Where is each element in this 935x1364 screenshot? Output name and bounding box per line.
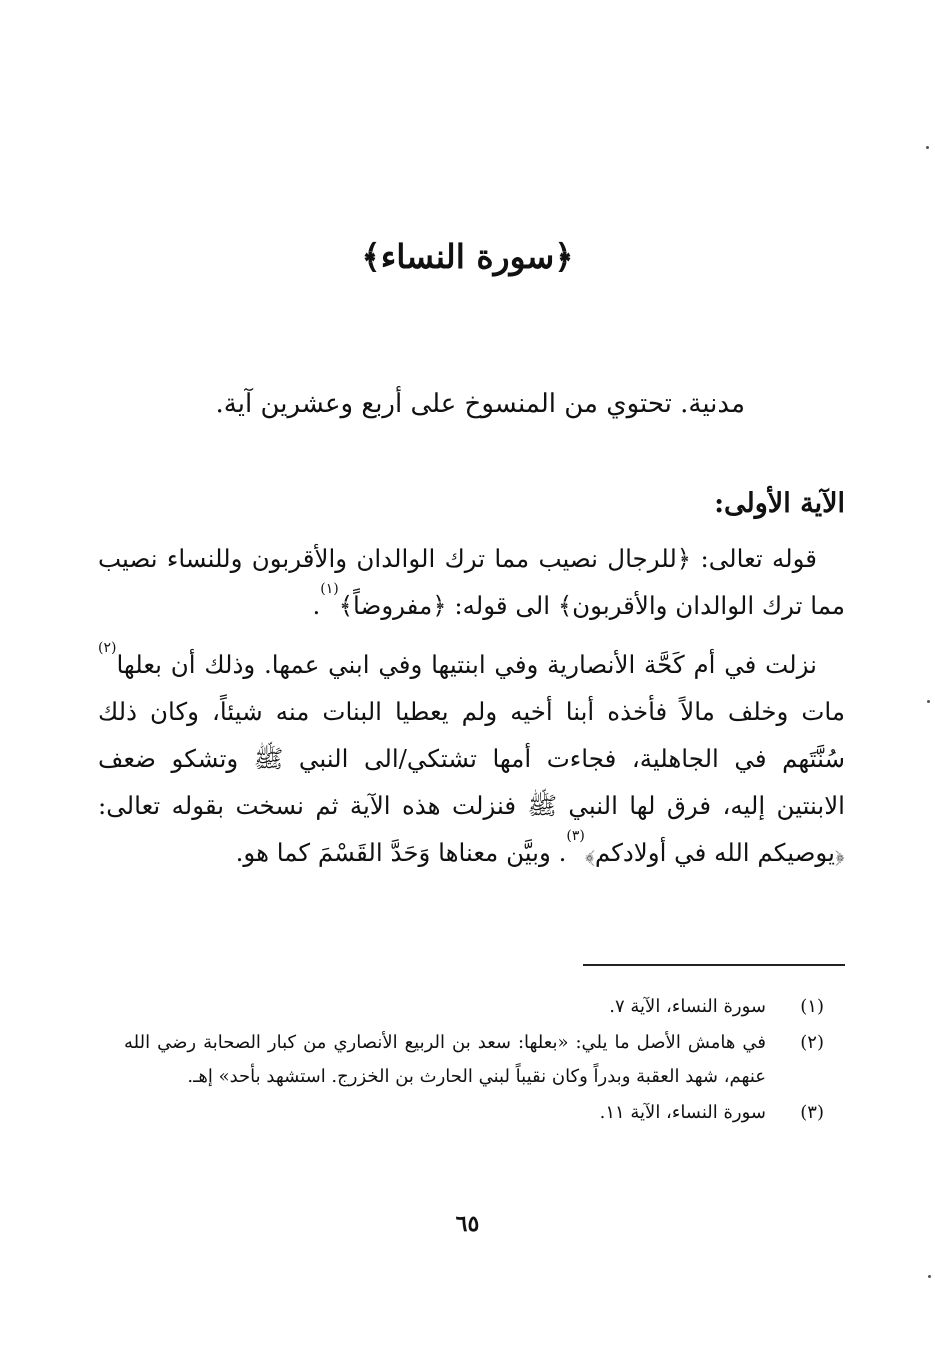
section-heading: الآية الأولى: (714, 488, 845, 519)
scan-speck (926, 146, 929, 149)
scan-speck (927, 700, 930, 703)
page-number: ٦٥ (455, 1211, 480, 1237)
paragraph-verse-quote (98, 535, 845, 629)
footnote-ref-2[interactable]: (٢) (98, 640, 117, 656)
footnote-item (124, 1026, 824, 1094)
footnote-ref-3[interactable]: (٣) (566, 828, 585, 844)
footnote-text: في هامش الأصل ما يلي: «بعلها: سعد بن الربيع الأنصاري من كبار الصحابة رضي الله عنهم، شهد العقبة وبدراً وكان نقيباً لبني الحارث بن الخزرج. استشهد بأحد» إهـ. (124, 1032, 766, 1087)
footnote-number: (٢) (800, 1032, 824, 1053)
footnote-ref-1[interactable]: (١) (320, 581, 339, 597)
paragraph-text-middle: مات وخلف مالاً فأخذه أبنا أخيه ولم يعطيا البنات منه شيئاً، وكان ذلك سُنَّتَهم في الجاهلية، فجاءت أمها تشتكي/الى النبي ﷺ وتشكو ضعف الابنتين إليه، فرق لها النبي ﷺ فنزلت هذه الآية ثم نسخت بقوله تعالى: ﴿يوصيكم الله في أولادكم﴾ (98, 697, 845, 867)
paragraph-explanation (98, 641, 845, 876)
footnote-number: (٣) (800, 1102, 824, 1123)
paragraph-text: قوله تعالى: ﴿للرجال نصيب مما ترك الوالدان والأقربون وللنساء نصيب مما ترك الوالدان والأقربون﴾ الى قوله: ﴿مفروضاً﴾ (98, 544, 845, 620)
footnote-text: سورة النساء، الآية ٧. (609, 996, 766, 1017)
footnote-item (124, 1096, 824, 1130)
paragraph-text: نزلت في أم كَحَّة الأنصارية وفي ابنتيها وفي ابني عمها. وذلك أن بعلها (116, 650, 817, 679)
footnote-divider (583, 964, 845, 966)
footnotes-list (124, 990, 824, 1132)
footnote-item (124, 990, 824, 1024)
paragraph-text-end: . وبيَّن معناها وَحَدَّ القَسْمَ كما هو. (235, 838, 567, 867)
surah-intro: مدنية. تحتوي من المنسوخ على أربع وعشرين آية. (215, 389, 745, 419)
surah-title: ﴿سورة النساء﴾ (361, 237, 574, 276)
footnote-number: (١) (800, 996, 824, 1017)
paragraph-text-end: . (312, 591, 321, 620)
footnote-text: سورة النساء، الآية ١١. (599, 1102, 766, 1123)
scan-speck (928, 1275, 931, 1278)
